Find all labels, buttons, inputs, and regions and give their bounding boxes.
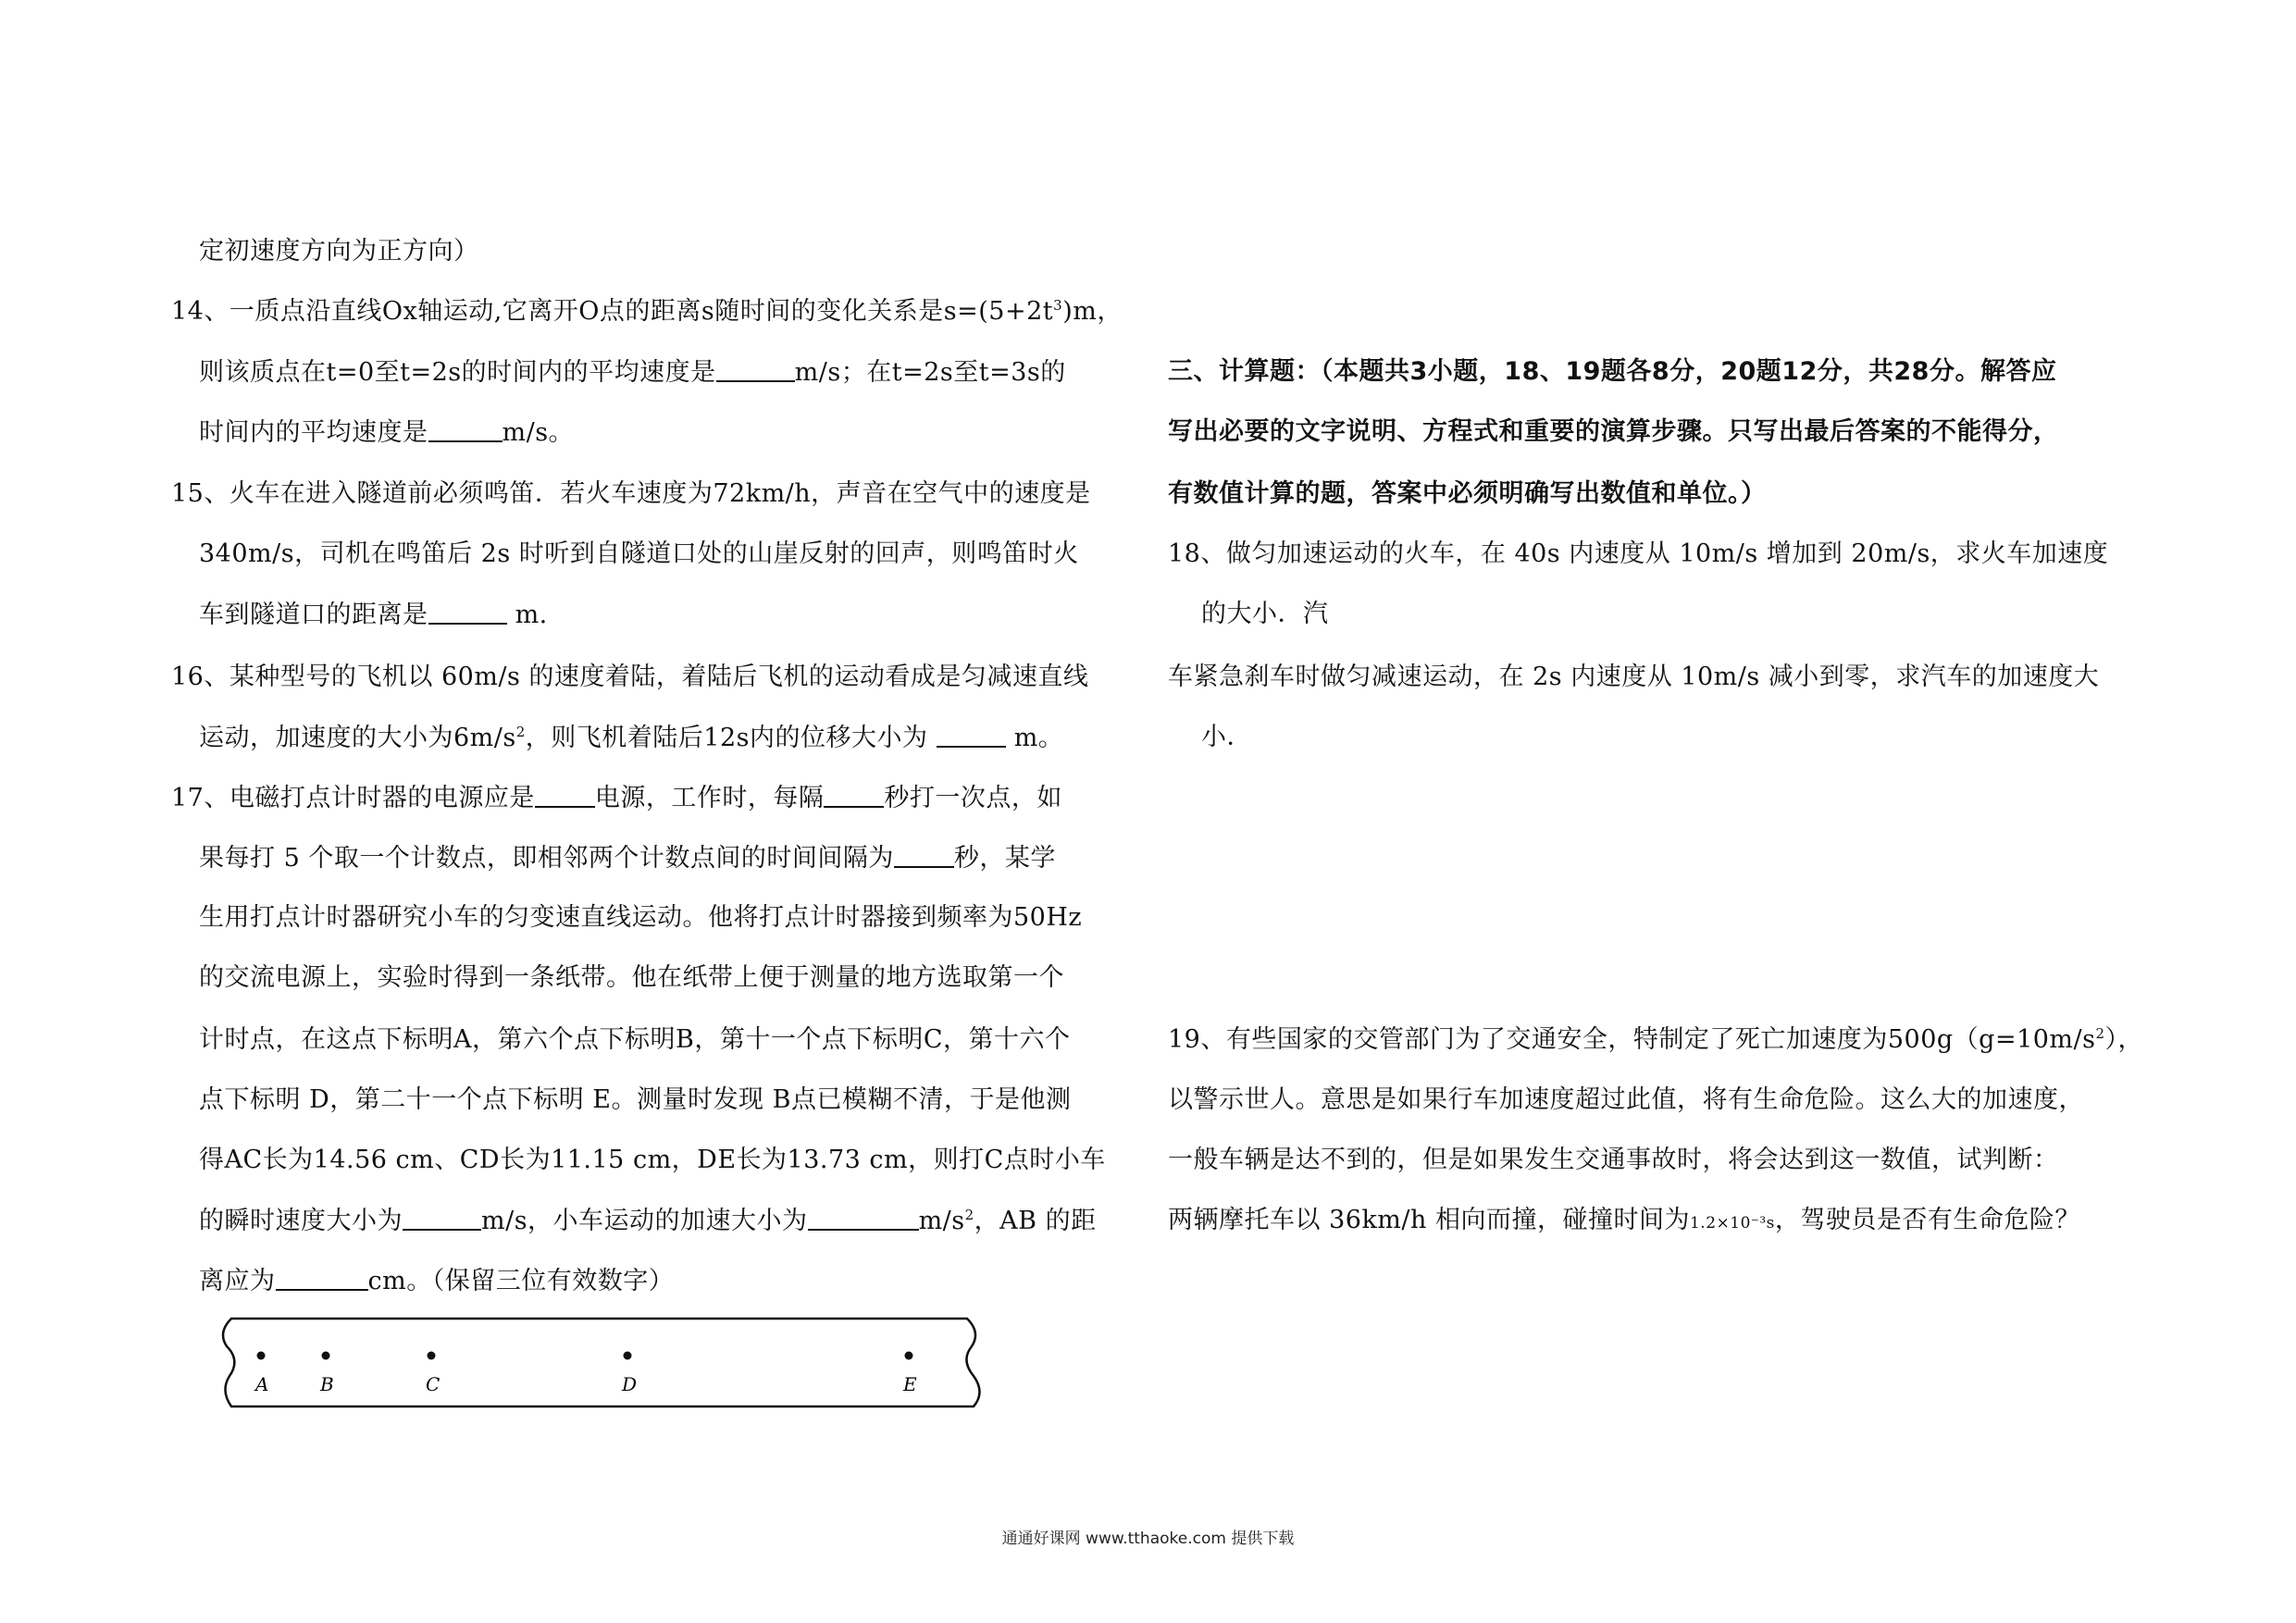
q15-line3: 车到隧道口的距离是 m. <box>199 601 548 629</box>
answer-blank[interactable] <box>428 416 503 442</box>
tape-dot-e <box>905 1352 913 1360</box>
q17-line9: 离应为 cm。（保留三位有效数字） <box>199 1267 675 1295</box>
tape-dot-c <box>428 1352 436 1360</box>
answer-blank[interactable] <box>894 842 954 868</box>
answer-blank[interactable] <box>808 1205 919 1231</box>
q18-line3: 车紧急刹车时做匀减速运动，在 2s 内速度从 10m/s 减小到零，求汽车的加速度大 <box>1168 663 2100 691</box>
q17-line7: 得AC长为14.56 cm、CD长为11.15 cm，DE长为13.73 cm，则打C点时小车 <box>199 1146 1106 1174</box>
q19-line1: 19、有些国家的交管部门为了交通安全，特制定了死亡加速度为$500g(g=10m/s^2)$， <box>1168 1025 2144 1054</box>
footer-credit: 通通好课网 www.tthaoke.com 提供下载 <box>1001 1530 1295 1548</box>
q16-line2: 运动，加速度的大小为$6m/s^2$，则飞机着陆后12s内的位移大小为 m。 <box>199 724 1064 752</box>
q14-line3: 时间内的平均速度是 m/s。 <box>199 418 575 447</box>
answer-blank[interactable] <box>535 782 595 808</box>
q17-line2: 果每打 5 个取一个计数点，即相邻两个计数点间的时间间隔为 秒，某学 <box>199 844 1056 873</box>
q19-line2: 以警示世人。意思是如果行车加速度超过此值，将有生命危险。这么大的加速度， <box>1168 1085 2084 1114</box>
q19-line3: 一般车辆是达不到的，但是如果发生交通事故时，将会达到这一数值，试判断： <box>1168 1146 2059 1174</box>
q15-line1: 15、火车在进入隧道前必须鸣笛．若火车速度为72km/h，声音在空气中的速度是 <box>171 479 1091 508</box>
tape-dot-a <box>257 1352 266 1360</box>
answer-blank[interactable] <box>716 356 795 382</box>
q14-line1: 14、一质点沿直线Ox轴运动,它离开O点的距离s随时间的变化关系是$s=(5+2t^3)m$， <box>171 297 1123 326</box>
tape-outline <box>223 1319 980 1406</box>
q17-line6: 点下标明 D，第二十一个点下标明 E。测量时发现 B点已模糊不清，于是他测 <box>199 1085 1072 1114</box>
q18-line1: 18、做匀加速运动的火车，在 40s 内速度从 10m/s 增加到 20m/s，求火车加速度 <box>1168 539 2109 568</box>
q17-line5: 计时点，在这点下标明A，第六个点下标明B，第十一个点下标明C，第十六个 <box>199 1025 1071 1054</box>
q13-continuation: 定初速度方向为正方向） <box>199 237 479 266</box>
section3-header-line3: 有数值计算的题，答案中必须明确写出数值和单位。） <box>1168 479 1767 508</box>
q14-line2: 则该质点在t=0至t=2s的时间内的平均速度是 m/s；在t=2s至t=3s的 <box>199 358 1066 387</box>
tape-label-a: A <box>255 1373 269 1395</box>
q15-line2: 340m/s，司机在鸣笛后 2s 时听到自隧道口处的山崖反射的回声，则鸣笛时火 <box>199 539 1079 568</box>
paper-tape-diagram <box>213 1309 990 1416</box>
answer-blank[interactable] <box>937 722 1006 748</box>
tape-label-c: C <box>426 1373 441 1395</box>
tape-dot-b <box>322 1352 330 1360</box>
tape-label-e: E <box>903 1373 917 1395</box>
q18-line2: 的大小．汽 <box>1201 600 1329 628</box>
q16-line1: 16、某种型号的飞机以 60m/s 的速度着陆，着陆后飞机的运动看成是匀减速直线 <box>171 663 1089 691</box>
q17-line8: 的瞬时速度大小为 m/s，小车运动的加速大小为 $m/s^2$，AB 的距 <box>199 1207 1097 1235</box>
answer-blank[interactable] <box>428 599 507 625</box>
tape-label-b: B <box>320 1373 334 1395</box>
tape-dot-d <box>624 1352 632 1360</box>
answer-blank[interactable] <box>403 1205 481 1231</box>
q19-line4: 两辆摩托车以 36km/h 相向而撞，碰撞时间为1.2×10⁻³s，驾驶员是否有生命危险？ <box>1168 1206 2080 1234</box>
tape-label-d: D <box>622 1373 638 1395</box>
q18-line4: 小． <box>1201 723 1252 751</box>
q17-line4: 的交流电源上，实验时得到一条纸带。他在纸带上便于测量的地方选取第一个 <box>199 963 1064 992</box>
q17-line3: 生用打点计时器研究小车的匀变速直线运动。他将打点计时器接到频率为50Hz <box>199 903 1083 932</box>
answer-blank[interactable] <box>276 1265 368 1291</box>
q17-line1: 17、电磁打点计时器的电源应是 电源，工作时，每隔 秒打一次点，如 <box>171 784 1062 812</box>
collision-time-formula: 1.2×10⁻³s <box>1689 1214 1775 1233</box>
section3-header-line1: 三、计算题：（本题共3小题，18、19题各8分，20题12分，共28分。解答应 <box>1168 357 2057 386</box>
answer-blank[interactable] <box>824 782 884 808</box>
section3-header-line2: 写出必要的文字说明、方程式和重要的演算步骤。只写出最后答案的不能得分， <box>1168 417 2059 446</box>
